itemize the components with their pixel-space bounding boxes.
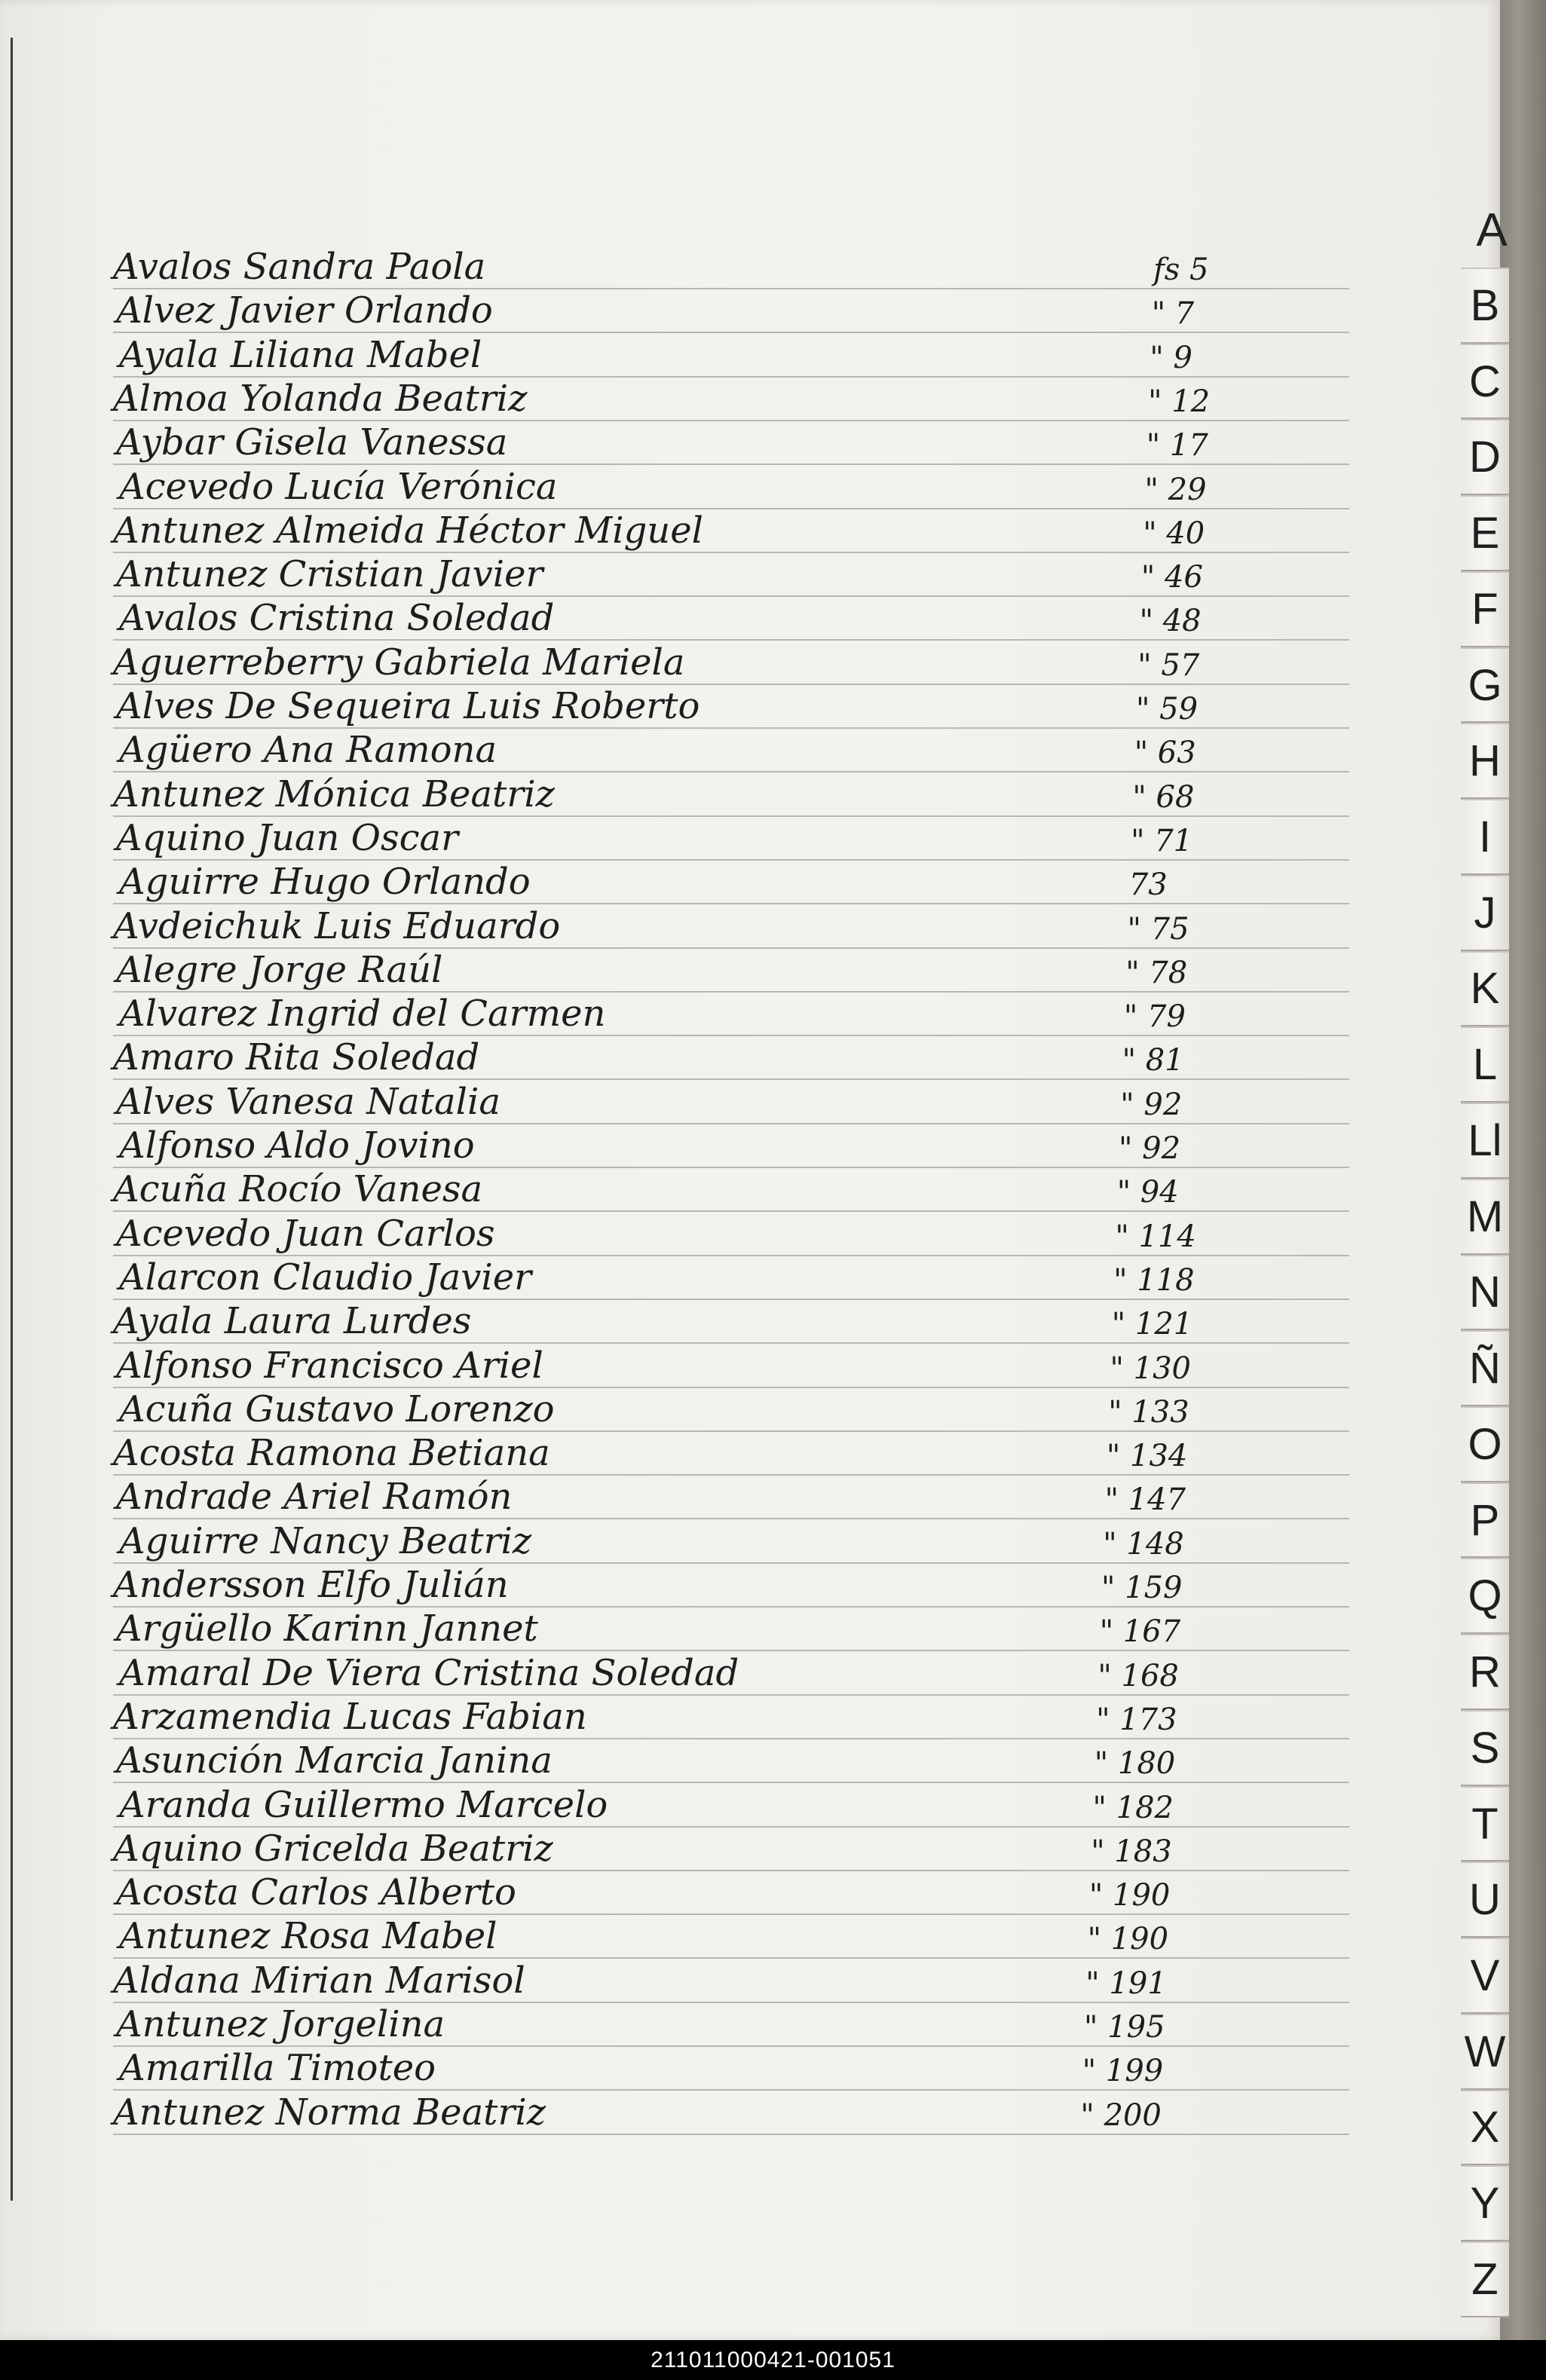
entry-folio: " 200 xyxy=(1080,2097,1162,2133)
entry-name: Avalos Sandra Paola xyxy=(113,246,486,288)
entry-name: Aguirre Hugo Orlando xyxy=(119,861,531,904)
entry-name: Alfonso Francisco Ariel xyxy=(116,1344,543,1387)
entry-folio: " 182 xyxy=(1092,1790,1174,1825)
entry-folio: " 9 xyxy=(1150,340,1192,375)
index-tab-l[interactable]: L xyxy=(1461,1026,1509,1103)
entry-folio: " 17 xyxy=(1146,428,1208,463)
entry-name: Aranda Guillermo Marcelo xyxy=(119,1783,608,1826)
index-tab-o[interactable]: O xyxy=(1461,1406,1509,1482)
entry-folio: " 46 xyxy=(1140,560,1203,595)
index-tab-d[interactable]: D xyxy=(1461,419,1509,495)
alphabet-index-tabs xyxy=(1461,268,1509,2317)
index-tab-j[interactable]: J xyxy=(1461,875,1509,951)
index-tab-k[interactable]: K xyxy=(1461,951,1509,1027)
entry-name: Acevedo Lucía Verónica xyxy=(119,465,558,508)
entry-folio: " 147 xyxy=(1104,1482,1186,1518)
entry-name: Amarilla Timoteo xyxy=(119,2047,436,2090)
entry-name: Antunez Rosa Mabel xyxy=(119,1915,497,1958)
index-tab-p[interactable]: P xyxy=(1461,1482,1509,1559)
entry-name: Antunez Mónica Beatriz xyxy=(113,772,555,815)
entry-folio: " 68 xyxy=(1132,779,1195,815)
entry-folio: fs 5 xyxy=(1153,252,1209,287)
entry-name: Acuña Gustavo Lorenzo xyxy=(119,1387,555,1430)
binding-margin-line xyxy=(11,38,13,2201)
entry-name: Agüero Ana Ramona xyxy=(119,729,497,772)
index-tab-h[interactable]: H xyxy=(1461,723,1509,799)
index-tab-t[interactable]: T xyxy=(1461,1786,1509,1862)
index-tab-q[interactable]: Q xyxy=(1461,1558,1509,1634)
entry-name: Andersson Elfo Julián xyxy=(113,1564,509,1606)
entry-name: Arzamendia Lucas Fabian xyxy=(113,1695,587,1738)
entry-folio: " 195 xyxy=(1084,2010,1165,2045)
entry-folio: " 118 xyxy=(1113,1262,1195,1298)
index-tab-z[interactable]: Z xyxy=(1461,2241,1509,2317)
entry-folio: " 75 xyxy=(1127,911,1189,947)
entry-folio: " 167 xyxy=(1099,1614,1181,1650)
entry-name: Alarcon Claudio Javier xyxy=(119,1256,532,1299)
index-tab-x[interactable]: X xyxy=(1461,2090,1509,2166)
entry-name: Antunez Almeida Héctor Miguel xyxy=(113,509,703,552)
entry-folio: " 12 xyxy=(1148,384,1211,419)
entry-folio: " 48 xyxy=(1139,604,1202,639)
entry-folio: " 183 xyxy=(1091,1834,1172,1869)
ruled-line xyxy=(113,771,1349,772)
entry-name: Alfonso Aldo Jovino xyxy=(119,1124,475,1167)
index-tab-g[interactable]: G xyxy=(1461,647,1509,723)
entry-name: Ayala Liliana Mabel xyxy=(119,333,482,376)
ruled-line xyxy=(113,1782,1349,1783)
entry-name: Acevedo Juan Carlos xyxy=(116,1212,495,1255)
entry-name: Asunción Marcia Janina xyxy=(116,1739,553,1782)
entry-name: Antunez Norma Beatriz xyxy=(113,2091,546,2134)
entry-folio: " 190 xyxy=(1088,1878,1171,1913)
entry-folio: " 40 xyxy=(1143,515,1205,551)
entry-folio: " 130 xyxy=(1110,1351,1191,1386)
entry-name: Acosta Carlos Alberto xyxy=(116,1871,516,1914)
entry-name: Aquino Gricelda Beatriz xyxy=(113,1827,553,1870)
entry-name: Alves De Sequeira Luis Roberto xyxy=(116,685,700,727)
index-tab-ll[interactable]: Ll xyxy=(1461,1103,1509,1179)
entry-folio: " 121 xyxy=(1111,1307,1193,1342)
index-tab-v[interactable]: V xyxy=(1461,1938,1509,2014)
entry-folio: " 134 xyxy=(1106,1439,1188,1474)
entry-name: Acuña Rocío Vanesa xyxy=(113,1168,483,1211)
index-tab-m[interactable]: M xyxy=(1461,1179,1509,1255)
entry-folio: " 168 xyxy=(1098,1658,1179,1693)
entry-folio: " 180 xyxy=(1094,1746,1176,1782)
entry-name: Antunez Jorgelina xyxy=(116,2003,445,2045)
entry-name: Almoa Yolanda Beatriz xyxy=(113,377,528,420)
entry-folio: " 199 xyxy=(1082,2054,1164,2089)
entry-name: Andrade Ariel Ramón xyxy=(116,1476,513,1519)
ruled-line xyxy=(113,2134,1349,2135)
entry-name: Amaral De Viera Cristina Soledad xyxy=(119,1651,739,1694)
index-tab-ñ[interactable]: Ñ xyxy=(1461,1330,1509,1406)
entry-name: Amaro Rita Soledad xyxy=(113,1036,480,1079)
entry-name: Aldana Mirian Marisol xyxy=(113,1959,525,2002)
entry-folio: " 78 xyxy=(1125,955,1188,990)
ruled-line xyxy=(113,332,1349,333)
entry-folio: " 59 xyxy=(1136,692,1199,727)
entry-folio: " 190 xyxy=(1087,1922,1169,1957)
index-tab-r[interactable]: R xyxy=(1461,1634,1509,1710)
ruled-line xyxy=(113,463,1349,465)
index-tab-w[interactable]: W xyxy=(1461,2014,1509,2090)
entry-name: Alvarez Ingrid del Carmen xyxy=(119,993,606,1036)
entry-folio: 73 xyxy=(1128,867,1168,903)
index-tab-u[interactable]: U xyxy=(1461,1861,1509,1938)
ruled-line xyxy=(113,1342,1349,1344)
entry-name: Aguerreberry Gabriela Mariela xyxy=(113,641,685,684)
entry-folio: " 81 xyxy=(1122,1043,1184,1078)
index-tab-e[interactable]: E xyxy=(1461,495,1509,571)
index-tab-a[interactable]: A xyxy=(1476,204,1508,256)
ruled-line xyxy=(113,1210,1349,1212)
entry-name: Alegre Jorge Raúl xyxy=(116,948,443,991)
entry-folio: " 57 xyxy=(1137,647,1200,683)
entry-folio: " 7 xyxy=(1151,296,1195,332)
entry-folio: " 63 xyxy=(1134,736,1196,771)
entry-name: Antunez Cristian Javier xyxy=(116,553,543,596)
entry-folio: " 159 xyxy=(1101,1571,1183,1605)
entry-folio: " 71 xyxy=(1131,823,1193,858)
entry-folio: " 92 xyxy=(1119,1131,1181,1166)
entry-name: Avalos Cristina Soledad xyxy=(119,597,555,640)
entry-folio: " 114 xyxy=(1115,1219,1196,1254)
entry-name: Ayala Laura Lurdes xyxy=(113,1300,472,1343)
entry-folio: " 79 xyxy=(1123,999,1186,1035)
ruled-line xyxy=(113,903,1349,904)
entry-folio: " 29 xyxy=(1144,472,1207,507)
index-tab-c[interactable]: C xyxy=(1461,344,1509,420)
ruled-line xyxy=(113,1650,1349,1651)
index-tab-i[interactable]: I xyxy=(1461,799,1509,875)
entry-folio: " 94 xyxy=(1116,1175,1179,1210)
document-id: 211011000421-001051 xyxy=(651,2347,895,2372)
index-tab-f[interactable]: F xyxy=(1461,571,1509,647)
entry-folio: " 191 xyxy=(1085,1965,1167,2001)
index-tab-b[interactable]: B xyxy=(1461,268,1509,344)
ruled-line xyxy=(113,2089,1349,2091)
entry-name: Aquino Juan Oscar xyxy=(116,816,459,859)
footer-bar xyxy=(0,2340,1546,2380)
entry-name: Acosta Ramona Betiana xyxy=(113,1432,550,1475)
entry-name: Aybar Gisela Vanessa xyxy=(116,421,508,464)
entry-name: Aguirre Nancy Beatriz xyxy=(119,1519,532,1562)
entry-name: Alves Vanesa Natalia xyxy=(116,1080,501,1123)
entry-folio: " 92 xyxy=(1120,1087,1183,1122)
index-tab-s[interactable]: S xyxy=(1461,1710,1509,1786)
entry-name: Avdeichuk Luis Eduardo xyxy=(113,904,561,947)
entry-folio: " 173 xyxy=(1096,1702,1177,1737)
entry-folio: " 133 xyxy=(1108,1394,1189,1430)
entry-name: Argüello Karinn Jannet xyxy=(116,1608,538,1650)
entry-name: Alvez Javier Orlando xyxy=(116,289,493,332)
index-tab-y[interactable]: Y xyxy=(1461,2165,1509,2241)
index-tab-n[interactable]: N xyxy=(1461,1255,1509,1331)
entry-folio: " 148 xyxy=(1103,1526,1184,1562)
